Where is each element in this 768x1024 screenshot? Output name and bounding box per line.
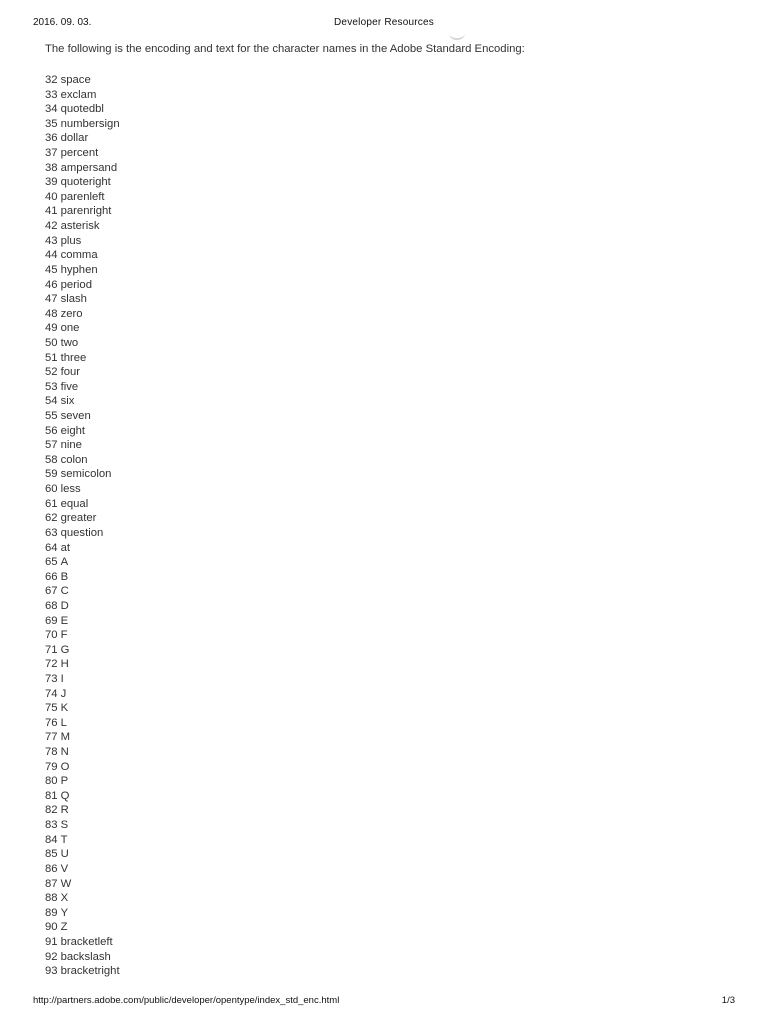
char-name: space [60,74,91,86]
char-name: hyphen [60,263,98,276]
char-code: 69 [45,614,58,627]
list-item [45,190,120,205]
char-name: V [60,862,69,875]
char-name: eight [60,424,86,437]
char-code: 32 [45,74,58,86]
list-item [45,467,120,482]
char-name: N [60,746,69,759]
list-item [45,643,120,658]
char-name: C [60,585,69,598]
char-code: 45 [45,263,58,276]
char-code: 77 [45,731,58,744]
list-item [45,204,120,219]
list-item [45,102,120,117]
char-name: S [60,819,69,832]
char-name: U [60,848,69,861]
list-item [45,964,120,979]
char-code: 81 [45,789,58,802]
list-item [45,511,120,526]
list-item [45,555,120,570]
char-code: 80 [45,775,58,788]
char-name: semicolon [60,468,112,481]
char-name: Y [60,906,69,919]
list-item [45,292,120,307]
char-code: 87 [45,877,58,890]
char-code: 52 [45,366,58,379]
list-item [45,877,120,892]
char-code: 73 [45,672,58,685]
char-code: 44 [45,249,58,262]
list-item [45,307,120,322]
char-code: 34 [45,103,58,116]
list-item [45,131,120,146]
char-code: 54 [45,395,58,408]
char-code: 40 [45,190,58,203]
list-item [45,847,120,862]
char-name: F [60,629,68,642]
char-name: less [60,483,81,496]
char-name: L [60,716,67,729]
list-item [45,482,120,497]
char-code: 63 [45,526,58,539]
char-name: K [60,702,69,715]
char-code: 84 [45,833,58,846]
char-name: two [60,336,79,349]
list-item [45,950,120,965]
char-code: 33 [45,88,58,101]
list-item [45,833,120,848]
char-name: parenright [60,205,112,218]
list-item [45,278,120,293]
char-code: 49 [45,322,58,335]
char-code: 91 [45,935,58,948]
list-item [45,774,120,789]
char-code: 67 [45,585,58,598]
char-code: 61 [45,497,58,510]
char-code: 78 [45,746,58,759]
char-name: three [60,351,87,364]
char-code: 92 [45,950,58,963]
list-item [45,906,120,921]
char-code: 36 [45,132,58,145]
encoding-list [45,73,120,979]
list-item [45,438,120,453]
list-item [45,394,120,409]
page-header [0,17,768,31]
char-code: 38 [45,161,58,174]
char-code: 70 [45,629,58,642]
list-item [45,219,120,234]
list-item [45,891,120,906]
list-item [45,321,120,336]
char-name: J [60,687,67,700]
char-name: X [60,892,69,905]
list-item [45,818,120,833]
char-code: 48 [45,307,58,320]
char-name: zero [60,307,83,320]
list-item [45,526,120,541]
char-code: 71 [45,643,58,656]
char-code: 75 [45,702,58,715]
list-item [45,88,120,103]
char-code: 85 [45,848,58,861]
char-name: parenleft [60,190,105,203]
list-item [45,146,120,161]
char-name: exclam [60,88,97,101]
char-code: 35 [45,117,58,130]
print-date: 2016. 09. 03. [33,17,92,28]
char-code: 37 [45,147,58,160]
char-name: equal [60,497,89,510]
list-item [45,161,120,176]
char-code: 53 [45,380,58,393]
list-item [45,730,120,745]
list-item [45,351,120,366]
char-name: Z [60,921,68,934]
intro-paragraph: The following is the encoding and text for the character names in the Adobe Standard Encoding: [45,43,525,55]
char-name: colon [60,453,88,466]
list-item [45,862,120,877]
list-item [45,248,120,263]
char-code: 39 [45,176,58,189]
list-item [45,73,120,88]
list-item [45,716,120,731]
char-code: 62 [45,512,58,525]
char-name: backslash [60,950,111,963]
list-item [45,614,120,629]
char-name: B [60,570,69,583]
page-title: Developer Resources [334,17,434,28]
list-item [45,117,120,132]
scroll-indicator [449,33,465,40]
char-name: ampersand [60,161,118,174]
list-item [45,234,120,249]
char-name: M [60,731,70,744]
char-name: numbersign [60,117,120,130]
char-name: asterisk [60,220,100,233]
list-item [45,599,120,614]
char-code: 55 [45,410,58,423]
char-name: four [60,366,81,379]
char-name: comma [60,249,98,262]
char-code: 90 [45,921,58,934]
char-code: 93 [45,965,58,978]
char-name: at [60,541,70,554]
char-name: O [60,760,70,773]
char-code: 74 [45,687,58,700]
char-name: A [60,556,69,569]
list-item [45,497,120,512]
char-name: Q [60,789,70,802]
list-item [45,453,120,468]
char-name: P [60,775,69,788]
list-item [45,570,120,585]
char-code: 58 [45,453,58,466]
list-item [45,789,120,804]
list-item [45,424,120,439]
list-item [45,701,120,716]
char-code: 89 [45,906,58,919]
char-name: slash [60,293,87,306]
char-name: five [60,380,79,393]
char-name: nine [60,439,82,452]
list-item [45,263,120,278]
list-item [45,365,120,380]
source-url: http://partners.adobe.com/public/developer/opentype/index_std_enc.html [33,995,340,1006]
char-code: 65 [45,556,58,569]
list-item [45,672,120,687]
char-name: seven [60,410,91,423]
char-code: 64 [45,541,58,554]
char-code: 51 [45,351,58,364]
char-code: 57 [45,439,58,452]
char-code: 43 [45,234,58,247]
char-code: 82 [45,804,58,817]
char-name: greater [60,512,97,525]
char-code: 47 [45,293,58,306]
char-name: I [60,672,64,685]
list-item [45,803,120,818]
char-name: period [60,278,92,291]
char-name: percent [60,147,99,160]
char-code: 56 [45,424,58,437]
char-name: one [60,322,80,335]
char-code: 46 [45,278,58,291]
page-number: 1/3 [721,995,735,1006]
char-name: E [60,614,69,627]
char-name: question [60,526,104,539]
char-name: quoteright [60,176,111,189]
char-code: 41 [45,205,58,218]
char-code: 72 [45,658,58,671]
list-item [45,541,120,556]
list-item [45,628,120,643]
char-name: G [60,643,70,656]
char-name: R [60,804,69,817]
char-name: dollar [60,132,89,145]
char-name: bracketleft [60,935,113,948]
list-item [45,175,120,190]
char-name: six [60,395,75,408]
char-name: bracketright [60,965,120,978]
char-code: 79 [45,760,58,773]
char-code: 86 [45,862,58,875]
char-code: 83 [45,819,58,832]
char-name: H [60,658,69,671]
list-item [45,657,120,672]
char-name: quotedbl [60,103,104,116]
char-code: 59 [45,468,58,481]
list-item [45,760,120,775]
char-code: 42 [45,220,58,233]
list-item [45,687,120,702]
list-item [45,584,120,599]
char-code: 68 [45,599,58,612]
char-code: 66 [45,570,58,583]
char-name: D [60,599,69,612]
list-item [45,920,120,935]
list-item [45,935,120,950]
list-item [45,409,120,424]
char-name: plus [60,234,82,247]
list-item [45,336,120,351]
list-item [45,380,120,395]
list-item [45,745,120,760]
char-name: T [60,833,68,846]
char-code: 50 [45,336,58,349]
char-code: 76 [45,716,58,729]
char-code: 60 [45,483,58,496]
char-code: 88 [45,892,58,905]
char-name: W [60,877,72,890]
